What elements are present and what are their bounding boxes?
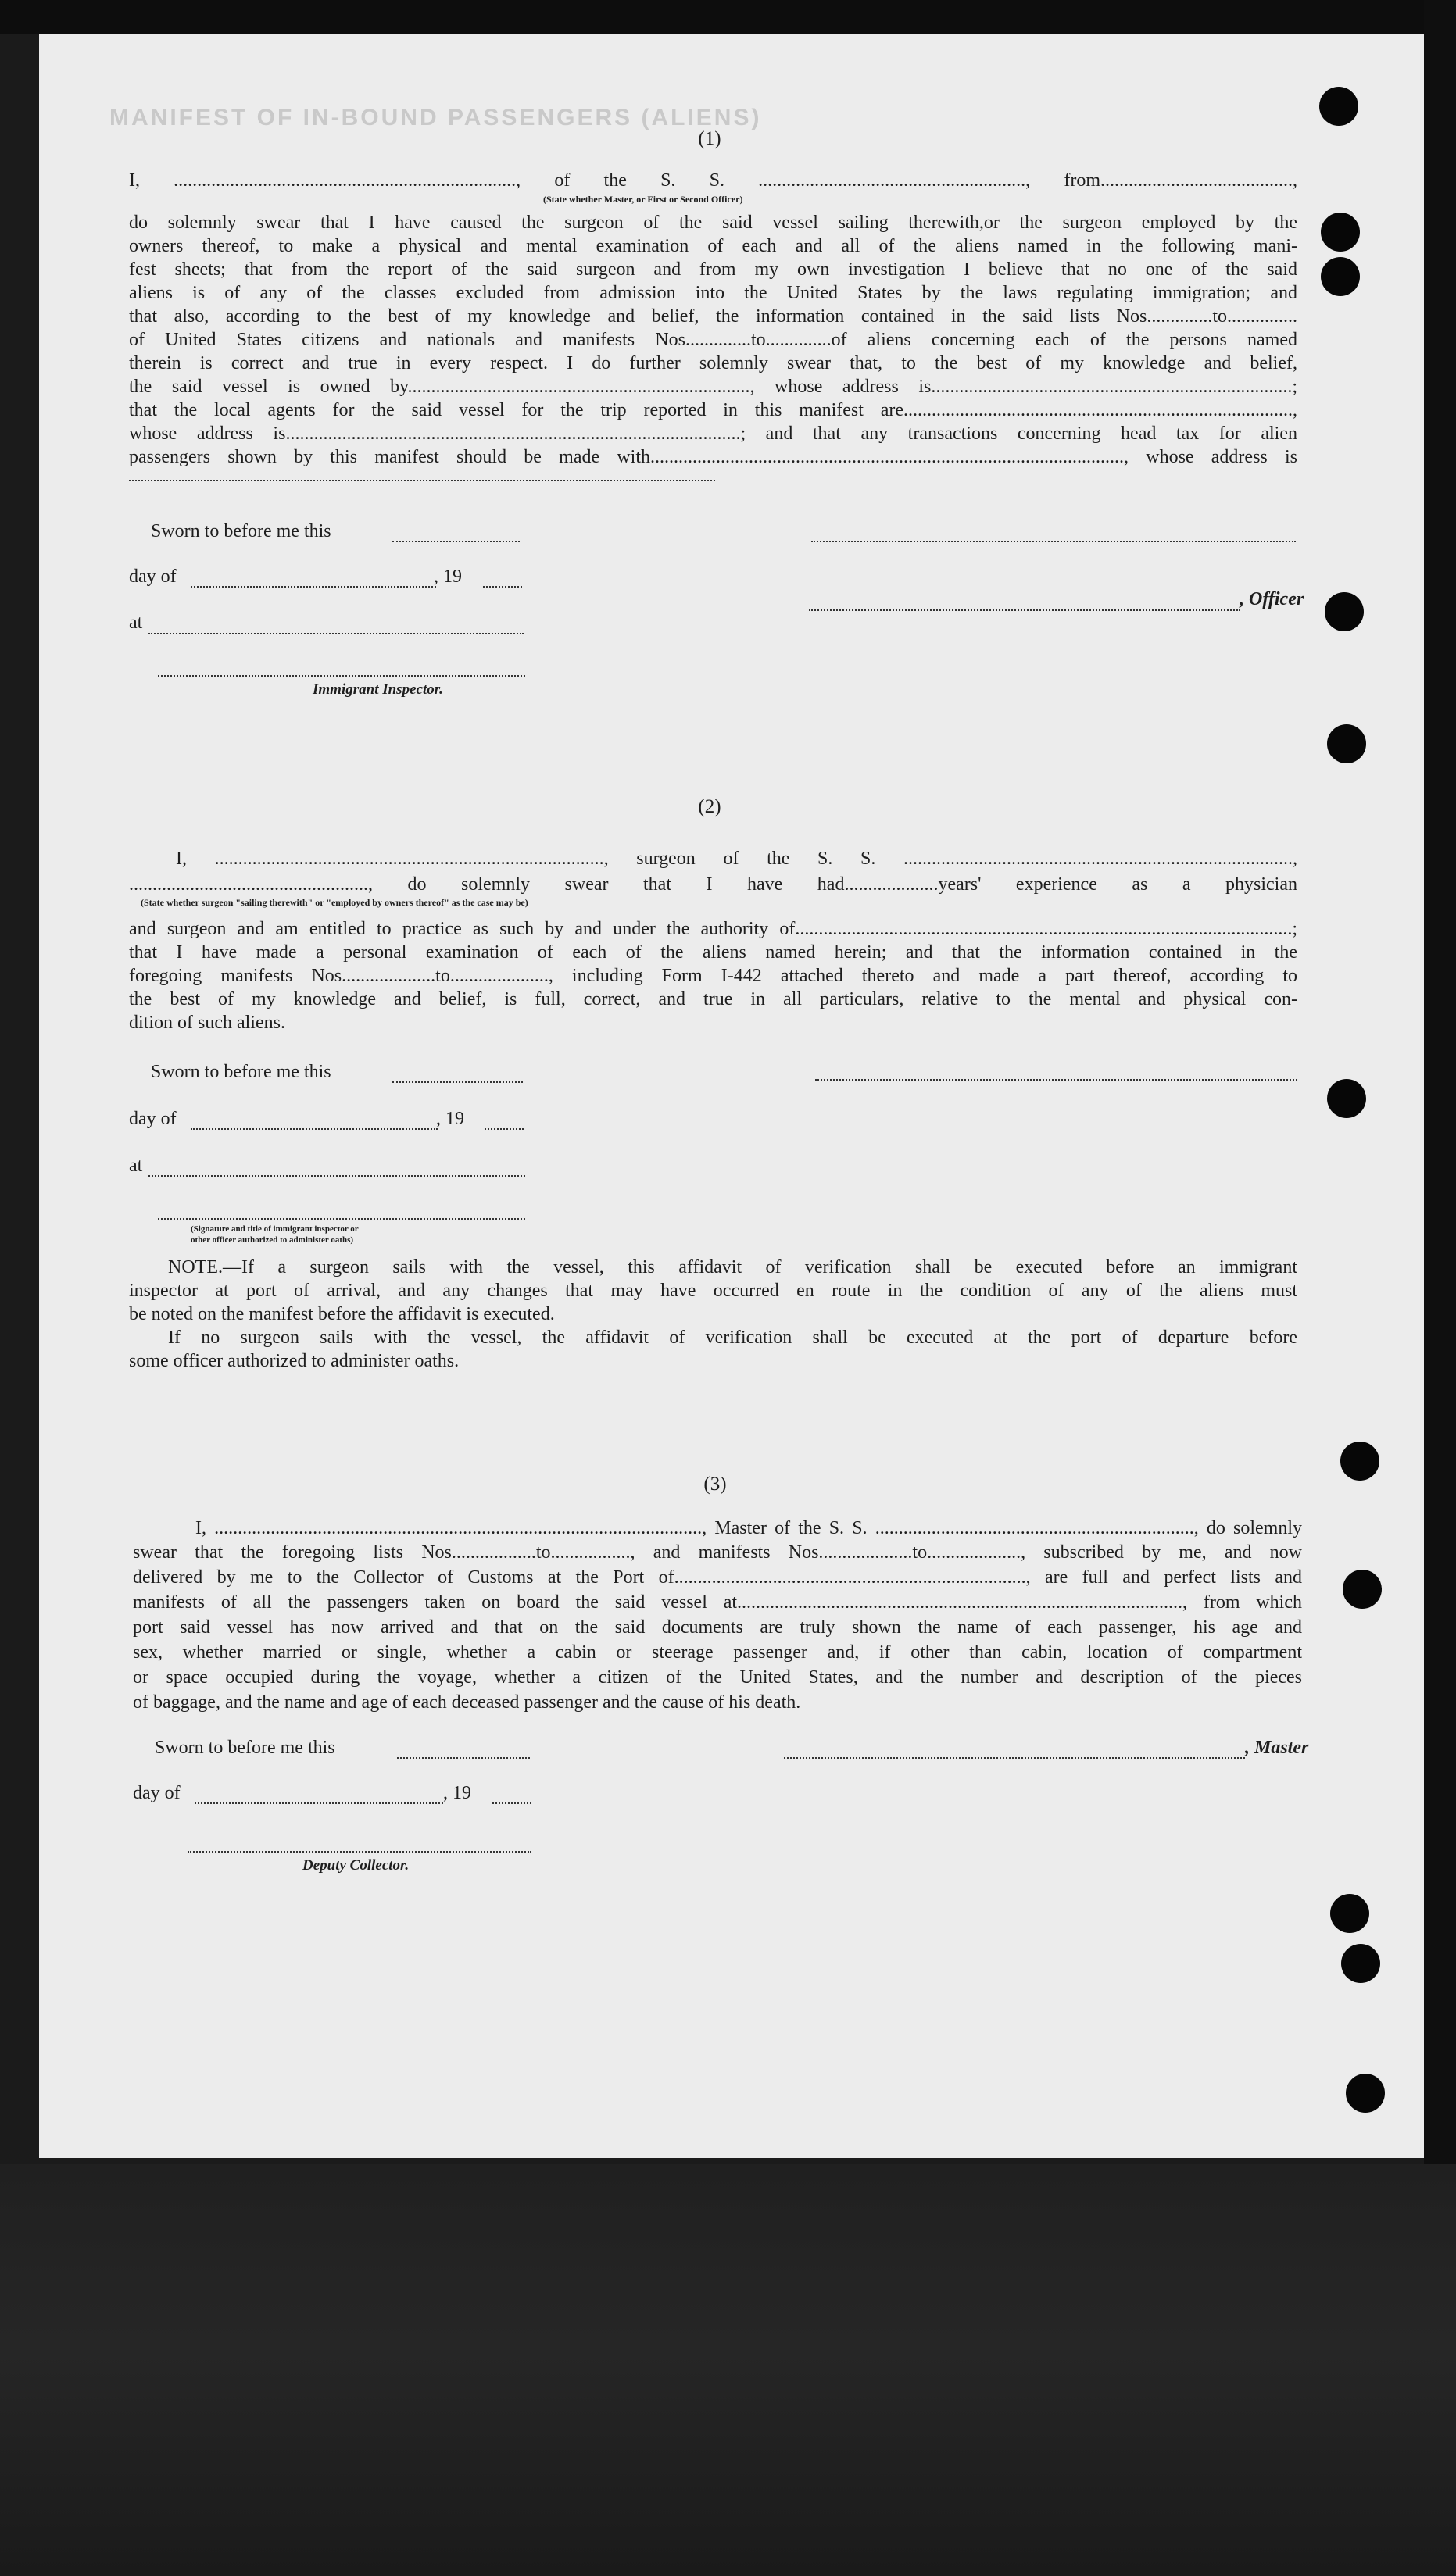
official-signature-line	[158, 1218, 525, 1220]
sworn-label-2: Sworn to before me this	[151, 1062, 331, 1082]
scan-frame-top	[0, 0, 1456, 34]
day-line-1	[191, 586, 436, 588]
section-1-line-9: the said vessel is owned by........................................................................., whose address is.............................................................................;	[129, 377, 1297, 397]
sworn-label-1: Sworn to before me this	[151, 521, 331, 541]
section-1-line-5: aliens is of any of the classes excluded from admission into the United States by the laws regulating immigration; and	[129, 283, 1297, 303]
section-3-line-5: port said vessel has now arrived and that on the said documents are truly shown the name of each passenger, his age and	[133, 1617, 1302, 1638]
punch-hole	[1346, 2074, 1385, 2113]
deputy-collector-label: Deputy Collector.	[302, 1857, 410, 1874]
year-label-3: , 19	[443, 1783, 471, 1803]
master-label: , Master	[1245, 1738, 1309, 1758]
day-line-2	[191, 1128, 438, 1130]
punch-hole	[1340, 1442, 1379, 1481]
officer-note: (State whether Master, or First or Second Officer)	[543, 194, 743, 205]
punch-hole	[1319, 87, 1358, 126]
bleed-through-header: MANIFEST OF IN-BOUND PASSENGERS (ALIENS)	[109, 105, 762, 130]
at-line-2	[148, 1175, 525, 1177]
at-label-2: at	[129, 1156, 143, 1176]
address-continuation-line	[129, 480, 715, 481]
punch-hole	[1321, 257, 1360, 296]
section-1-line-4: fest sheets; that from the report of the said surgeon and from my own investigation I believe that no one of the said	[129, 259, 1297, 280]
section-1-line-1: I, ........................................................................., of the S. S. ........................................................., from.........................................,	[129, 170, 1297, 191]
section-1-line-3: owners thereof, to make a physical and mental examination of each and all of the aliens named in the following mani-	[129, 236, 1297, 256]
day-line-3	[195, 1802, 443, 1804]
deputy-signature-line	[188, 1851, 531, 1853]
section-3-line-8: of baggage, and the name and age of each deceased passenger and the cause of his death.	[133, 1692, 801, 1713]
note-line-3: be noted on the manifest before the affidavit is executed.	[129, 1304, 555, 1324]
year-line-2	[485, 1128, 524, 1130]
section-3-heading: (3)	[703, 1474, 727, 1495]
section-2-line-3: and surgeon and am entitled to practice as such by and under the authority of..........................................................................................................;	[129, 919, 1297, 939]
section-3-line-7: or space occupied during the voyage, whether a citizen of the United States, and the number and description of the pieces	[133, 1667, 1302, 1688]
section-2-line-6: the best of my knowledge and belief, is full, correct, and true in all particulars, relative to the mental and physical con-	[129, 989, 1297, 1009]
document-sheet	[39, 34, 1424, 2158]
at-line-1	[148, 633, 524, 634]
day-of-label-3: day of	[133, 1783, 181, 1803]
section-2-line-5: foregoing manifests Nos....................to....................., including Form I-442 attached thereto and made a part thereof, according to	[129, 966, 1297, 986]
note-line-1: NOTE.—If a surgeon sails with the vessel, this affidavit of verification shall be executed before an immigrant	[168, 1257, 1297, 1277]
note-line-5: some officer authorized to administer oaths.	[129, 1351, 460, 1371]
section-2-heading: (2)	[698, 796, 721, 817]
scan-frame-right	[1424, 0, 1456, 2164]
section-2-line-4: that I have made a personal examination of each of the aliens named herein; and that the information contained in the	[129, 942, 1297, 963]
punch-hole	[1325, 592, 1364, 631]
note-line-4: If no surgeon sails with the vessel, the affidavit of verification shall be executed at the port of departure before	[168, 1327, 1297, 1348]
officer-signature-line-top	[811, 541, 1296, 542]
section-2-line-2: ..................................................., do solemnly swear that I have had....................years' experience as a physician	[129, 874, 1297, 895]
year-line-3	[492, 1802, 531, 1804]
surgeon-note: (State whether surgeon "sailing therewith" or "employed by owners thereof" as the case may be)	[141, 897, 528, 908]
punch-hole	[1330, 1894, 1369, 1933]
year-label-1: , 19	[434, 566, 462, 587]
section-1-line-8: therein is correct and true in every respect. I do further solemnly swear that, to the best of my knowledge and belief,	[129, 353, 1297, 373]
day-of-label-2: day of	[129, 1109, 177, 1129]
punch-hole	[1327, 1079, 1366, 1118]
officer-label: , Officer	[1240, 589, 1304, 609]
section-1-line-10: that the local agents for the said vessel for the trip reported in this manifest are...................................................................................,	[129, 400, 1297, 420]
section-1-line-2: do solemnly swear that I have caused the surgeon of the said vessel sailing therewith,or the surgeon employed by the	[129, 213, 1297, 233]
section-3-line-6: sex, whether married or single, whether a cabin or steerage passenger and, if other than cabin, location of compartment	[133, 1642, 1302, 1663]
master-signature-line	[784, 1757, 1245, 1759]
sworn-date-line-3	[397, 1757, 530, 1759]
section-1-line-7: of United States citizens and nationals and manifests Nos..............to..............of aliens concerning each of the persons named	[129, 330, 1297, 350]
officer-signature-line	[809, 609, 1240, 611]
note-line-2: inspector at port of arrival, and any changes that may have occurred en route in the condition of any of the aliens must	[129, 1281, 1297, 1301]
section-3-line-2: swear that the foregoing lists Nos..................to................., and manifests Nos....................to...................., subscribed by me, and now	[133, 1542, 1302, 1563]
punch-hole	[1321, 213, 1360, 252]
section-3-line-3: delivered by me to the Collector of Customs at the Port of..........................................................................., are full and perfect lists and	[133, 1567, 1302, 1588]
signature-note-2: other officer authorized to administer oaths)	[191, 1235, 354, 1245]
sworn-date-line-2	[392, 1081, 523, 1083]
at-label-1: at	[129, 613, 143, 633]
sworn-date-line-1	[392, 541, 520, 542]
day-of-label-1: day of	[129, 566, 177, 587]
signature-note-1: (Signature and title of immigrant inspector or	[191, 1224, 359, 1234]
section-1-line-11: whose address is.................................................................................................; and that any transactions concerning head tax for alien	[129, 423, 1297, 444]
year-line-1	[483, 586, 522, 588]
year-label-2: , 19	[436, 1109, 464, 1129]
section-2-line-1: I, ..................................................................................., surgeon of the S. S. ...................................................................................,	[176, 849, 1297, 869]
punch-hole	[1343, 1570, 1382, 1609]
section-2-line-7: dition of such aliens.	[129, 1013, 285, 1033]
immigrant-inspector-label: Immigrant Inspector.	[313, 681, 443, 698]
section-1-line-12: passengers shown by this manifest should be made with....................................................................................................., whose address is	[129, 447, 1297, 467]
surgeon-signature-line	[815, 1079, 1297, 1081]
punch-hole	[1327, 724, 1366, 763]
punch-hole	[1341, 1944, 1380, 1983]
section-3-line-4: manifests of all the passengers taken on board the said vessel at..............................................................................................., from which	[133, 1592, 1302, 1613]
inspector-signature-line	[158, 675, 525, 677]
section-3-line-1: I, ........................................................................................................, Master of the S. S. ...................................................................., do solemnly	[195, 1518, 1302, 1538]
film-background	[0, 2164, 1456, 2576]
section-1-line-6: that also, according to the best of my knowledge and belief, the information contained in the said lists Nos..............to...............	[129, 306, 1297, 327]
section-1-heading: (1)	[698, 128, 721, 149]
sworn-label-3: Sworn to before me this	[155, 1738, 335, 1758]
